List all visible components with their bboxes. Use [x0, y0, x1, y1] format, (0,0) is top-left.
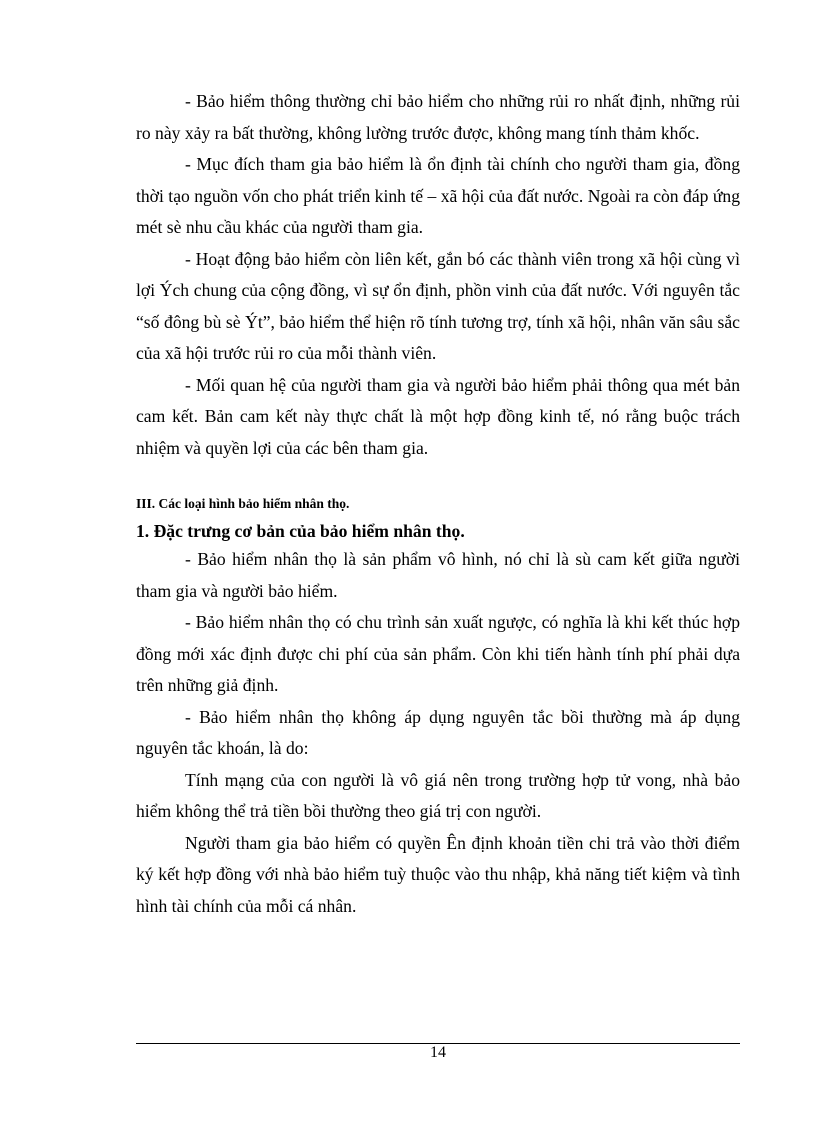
paragraph: - Bảo hiểm nhân thọ có chu trình sản xuất ngược, có nghĩa là khi kết thúc hợp đồng mới xác định được chi phí của sản phẩm. Còn khi tiến hành tính phí phải dựa trên những giả định.: [136, 612, 740, 695]
paragraph: - Bảo hiểm nhân thọ không áp dụng nguyên tắc bồi thường mà áp dụng nguyên tắc khoán, là do:: [136, 706, 740, 758]
page-body: [136, 86, 740, 922]
paragraph: - Bảo hiểm thông thường chỉ bảo hiểm cho những rủi ro nhất định, những rủi ro này xảy ra bất thường, không lường trước được, không mang tính thảm khốc.: [136, 91, 740, 143]
page-number: 14: [430, 1044, 446, 1061]
paragraph: - Hoạt động bảo hiểm còn liên kết, gắn bó các thành viên trong xã hội cùng vì lợi Ých chung của cộng đồng, vì sự ổn định, phồn vinh của đất nước. Với nguyên tắc “số đông bù sè Ýt”, bảo hiểm thể hiện rõ tính tương trợ, tính xã hội, nhân văn sâu sắc của xã hội trước rủi ro của mỗi thành viên.: [136, 248, 740, 363]
paragraph: - Bảo hiểm nhân thọ là sản phẩm vô hình, nó chỉ là sù cam kết giữa người tham gia và người bảo hiểm.: [136, 549, 740, 601]
paragraph: - Mối quan hệ của người tham gia và người bảo hiểm phải thông qua mét bản cam kết. Bản cam kết này thực chất là một hợp đồng kinh tế, nó rằng buộc trách nhiệm và quyền lợi của các bên tham gia.: [136, 374, 740, 458]
paragraph: - Mục đích tham gia bảo hiểm là ổn định tài chính cho người tham gia, đồng thời tạo nguồn vốn cho phát triển kinh tế – xã hội của đất nước. Ngoài ra còn đáp ứng mét sè nhu cầu khác của người tham gia.: [136, 154, 740, 237]
sub-heading: 1. Đặc trưng cơ bản của bảo hiểm nhân thọ.: [136, 521, 465, 541]
paragraph: Người tham gia bảo hiểm có quyền Ên định khoản tiền chi trả vào thời điểm ký kết hợp đồng với nhà bảo hiểm tuỳ thuộc vào thu nhập, khả năng tiết kiệm và tình hình tài chính của mỗi cá nhân.: [136, 832, 740, 916]
section-heading: III. Các loại hình bảo hiểm nhân thọ.: [136, 496, 350, 511]
paragraph: Tính mạng của con người là vô giá nên trong trường hợp tử vong, nhà bảo hiểm không thể trả tiền bồi thường theo giá trị con người.: [136, 769, 740, 821]
